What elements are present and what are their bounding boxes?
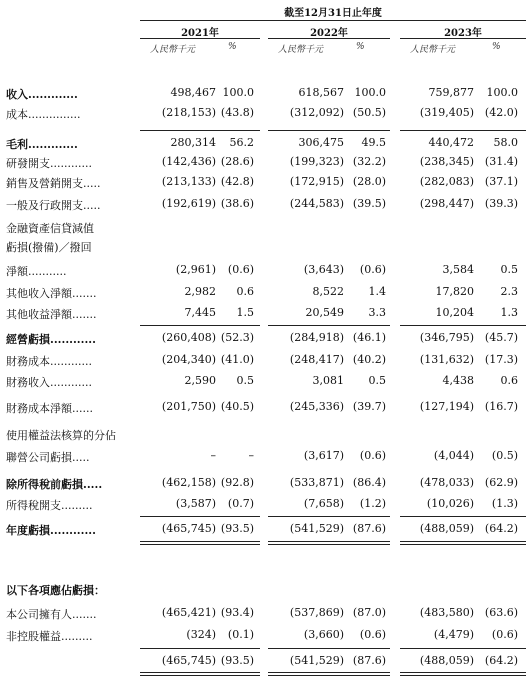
row-value: (17.3) xyxy=(484,353,518,366)
double-total-rule xyxy=(140,541,260,545)
row-value: (3,617) xyxy=(303,449,344,462)
row-value: (488,059) xyxy=(419,522,474,535)
row-label: 財務成本淨額...... xyxy=(6,402,93,415)
row-value: (533,871) xyxy=(289,476,344,489)
row-value: 20,549 xyxy=(305,306,344,319)
year-2023: 2023年 xyxy=(444,28,482,39)
row-value: (3,643) xyxy=(303,263,344,276)
row-value: 498,467 xyxy=(170,86,216,99)
row-value: (87.0) xyxy=(352,606,386,619)
row-label: 銷售及營銷開支..... xyxy=(6,177,101,190)
row-value: (488,059) xyxy=(419,654,474,667)
row-value: (92.8) xyxy=(220,476,254,489)
row-value: (32.2) xyxy=(352,155,386,168)
row-value: 306,475 xyxy=(298,136,344,149)
row-value: (284,918) xyxy=(289,331,344,344)
row-value: (172,915) xyxy=(289,175,344,188)
row-value: 2.3 xyxy=(500,285,518,298)
row-value: (28.6) xyxy=(220,155,254,168)
total-rule xyxy=(140,130,260,131)
double-total-rule xyxy=(400,672,526,676)
row-value: (3,587) xyxy=(175,497,216,510)
total-rule xyxy=(140,325,260,326)
row-value: (346,795) xyxy=(419,331,474,344)
row-value: (87.6) xyxy=(352,522,386,535)
row-value: (64.2) xyxy=(484,522,518,535)
year-rule-2021 xyxy=(140,38,260,39)
row-value: 100.0 xyxy=(486,86,518,99)
row-value: (39.5) xyxy=(352,197,386,210)
row-value: (238,345) xyxy=(419,155,474,168)
row-value: (0.6) xyxy=(491,628,518,641)
row-value: (28.0) xyxy=(352,175,386,188)
row-label: 其他收入淨額....... xyxy=(6,287,97,300)
row-value: 280,314 xyxy=(170,136,216,149)
row-value: (40.2) xyxy=(352,353,386,366)
row-value: (260,408) xyxy=(161,331,216,344)
row-value: (41.0) xyxy=(220,353,254,366)
row-value: (319,405) xyxy=(419,106,474,119)
row-value: 2,982 xyxy=(184,285,216,298)
row-value: 0.6 xyxy=(500,374,518,387)
unit-2023: 人民幣千元 xyxy=(410,45,456,55)
row-value: (0.6) xyxy=(359,628,386,641)
row-value: (298,447) xyxy=(419,197,474,210)
row-value: 100.0 xyxy=(222,86,254,99)
row-label: 年度虧損............ xyxy=(6,524,96,537)
row-value: (192,619) xyxy=(161,197,216,210)
row-label: 淨額........... xyxy=(6,265,67,278)
row-value: (93.5) xyxy=(220,654,254,667)
row-label: 毛利............. xyxy=(6,138,78,151)
row-label: 收入............. xyxy=(6,88,78,101)
row-value: (201,750) xyxy=(161,400,216,413)
row-label: 財務收入............ xyxy=(6,376,92,389)
row-value: 17,820 xyxy=(435,285,474,298)
row-label: 非控股權益......... xyxy=(6,630,93,643)
row-value: (478,033) xyxy=(419,476,474,489)
row-value: 7,445 xyxy=(184,306,216,319)
row-label: 虧損(撥備)／撥回 xyxy=(6,241,92,254)
total-rule xyxy=(268,325,390,326)
row-value: 100.0 xyxy=(354,86,386,99)
row-value: (465,745) xyxy=(161,522,216,535)
row-value: 618,567 xyxy=(298,86,344,99)
row-value: 4,438 xyxy=(442,374,474,387)
total-rule xyxy=(400,516,526,517)
row-value: 2,590 xyxy=(184,374,216,387)
row-value: (63.6) xyxy=(484,606,518,619)
total-rule xyxy=(400,648,526,649)
row-value: (0.7) xyxy=(227,497,254,510)
row-value: (1.3) xyxy=(491,497,518,510)
row-value: (87.6) xyxy=(352,654,386,667)
total-rule xyxy=(268,648,390,649)
double-total-rule xyxy=(400,541,526,545)
attribution-heading: 以下各項應佔虧損： xyxy=(6,584,105,597)
row-value: 0.5 xyxy=(368,374,386,387)
row-value: (127,194) xyxy=(419,400,474,413)
row-value: (483,580) xyxy=(419,606,474,619)
row-value: (45.7) xyxy=(484,331,518,344)
row-label: 聯營公司虧損..... xyxy=(6,451,90,464)
row-value: (131,632) xyxy=(419,353,474,366)
row-value: (204,340) xyxy=(161,353,216,366)
row-value: 3.3 xyxy=(368,306,386,319)
row-value: (218,153) xyxy=(161,106,216,119)
row-value: (7,658) xyxy=(303,497,344,510)
double-total-rule xyxy=(268,541,390,545)
row-value: (46.1) xyxy=(352,331,386,344)
pct-2021: % xyxy=(228,42,237,52)
row-label: 除所得稅前虧損..... xyxy=(6,478,103,491)
row-value: 0.5 xyxy=(500,263,518,276)
total-rule xyxy=(140,648,260,649)
row-value: (4,479) xyxy=(433,628,474,641)
row-value: (62.9) xyxy=(484,476,518,489)
row-value: 0.6 xyxy=(236,285,254,298)
row-value: (0.6) xyxy=(359,449,386,462)
double-total-rule xyxy=(140,672,260,676)
row-value: (43.8) xyxy=(220,106,254,119)
row-value: 3,584 xyxy=(442,263,474,276)
period-heading: 截至12月31日止年度 xyxy=(284,8,382,19)
row-value: (213,133) xyxy=(161,175,216,188)
total-rule xyxy=(268,516,390,517)
row-value: (37.1) xyxy=(484,175,518,188)
row-value: (40.5) xyxy=(220,400,254,413)
row-value: (93.4) xyxy=(220,606,254,619)
row-value: (312,092) xyxy=(289,106,344,119)
row-value: (3,660) xyxy=(303,628,344,641)
row-value: – xyxy=(210,449,216,462)
row-value: (282,083) xyxy=(419,175,474,188)
year-rule-2022 xyxy=(268,38,390,39)
row-label: 其他收益淨額....... xyxy=(6,308,97,321)
row-label: 成本............... xyxy=(6,108,81,121)
row-value: (39.7) xyxy=(352,400,386,413)
row-label: 金融資產信貸減值 xyxy=(6,222,94,235)
row-value: 3,081 xyxy=(312,374,344,387)
row-value: 1.5 xyxy=(236,306,254,319)
total-rule xyxy=(268,130,390,131)
row-value: (0.6) xyxy=(227,263,254,276)
unit-2021: 人民幣千元 xyxy=(150,45,196,55)
row-value: (42.8) xyxy=(220,175,254,188)
row-value: 440,472 xyxy=(428,136,474,149)
row-value: (324) xyxy=(186,628,216,641)
year-rule-2023 xyxy=(400,38,526,39)
row-value: (244,583) xyxy=(289,197,344,210)
pct-2022: % xyxy=(356,42,365,52)
row-label: 所得稅開支......... xyxy=(6,499,93,512)
row-label: 財務成本............ xyxy=(6,355,92,368)
row-value: (50.5) xyxy=(352,106,386,119)
row-label: 本公司擁有人....... xyxy=(6,608,97,621)
row-value: (16.7) xyxy=(484,400,518,413)
row-value: 49.5 xyxy=(361,136,386,149)
row-label: 使用權益法核算的分佔 xyxy=(6,429,116,442)
row-value: (42.0) xyxy=(484,106,518,119)
row-label: 研發開支............ xyxy=(6,157,92,170)
row-value: (541,529) xyxy=(289,522,344,535)
row-value: (245,336) xyxy=(289,400,344,413)
row-value: (93.5) xyxy=(220,522,254,535)
total-rule xyxy=(400,130,526,131)
row-value: (39.3) xyxy=(484,197,518,210)
row-label: 一般及行政開支..... xyxy=(6,199,101,212)
row-value: (462,158) xyxy=(161,476,216,489)
total-rule xyxy=(140,516,260,517)
row-value: (31.4) xyxy=(484,155,518,168)
row-value: 759,877 xyxy=(428,86,474,99)
row-value: (86.4) xyxy=(352,476,386,489)
total-rule xyxy=(400,325,526,326)
row-value: (465,421) xyxy=(161,606,216,619)
period-rule xyxy=(140,20,526,21)
unit-2022: 人民幣千元 xyxy=(278,45,324,55)
row-value: (0.5) xyxy=(491,449,518,462)
row-value: (248,417) xyxy=(289,353,344,366)
row-value: 1.3 xyxy=(500,306,518,319)
row-value: 8,522 xyxy=(312,285,344,298)
row-value: (199,323) xyxy=(289,155,344,168)
row-value: (142,436) xyxy=(161,155,216,168)
year-2022: 2022年 xyxy=(310,28,348,39)
row-value: (0.1) xyxy=(227,628,254,641)
row-value: (0.6) xyxy=(359,263,386,276)
row-value: (52.3) xyxy=(220,331,254,344)
row-value: (10,026) xyxy=(426,497,474,510)
row-value: (541,529) xyxy=(289,654,344,667)
row-value: (4,044) xyxy=(433,449,474,462)
row-value: 1.4 xyxy=(368,285,386,298)
row-value: (537,869) xyxy=(289,606,344,619)
row-value: 10,204 xyxy=(435,306,474,319)
row-value: 0.5 xyxy=(236,374,254,387)
row-value: 56.2 xyxy=(229,136,254,149)
row-label: 經營虧損............ xyxy=(6,333,96,346)
row-value: (1.2) xyxy=(359,497,386,510)
pct-2023: % xyxy=(492,42,501,52)
row-value: 58.0 xyxy=(493,136,518,149)
row-value: (465,745) xyxy=(161,654,216,667)
year-2021: 2021年 xyxy=(181,28,219,39)
row-value: (38.6) xyxy=(220,197,254,210)
row-value: (2,961) xyxy=(175,263,216,276)
double-total-rule xyxy=(268,672,390,676)
row-value: – xyxy=(248,449,254,462)
row-value: (64.2) xyxy=(484,654,518,667)
